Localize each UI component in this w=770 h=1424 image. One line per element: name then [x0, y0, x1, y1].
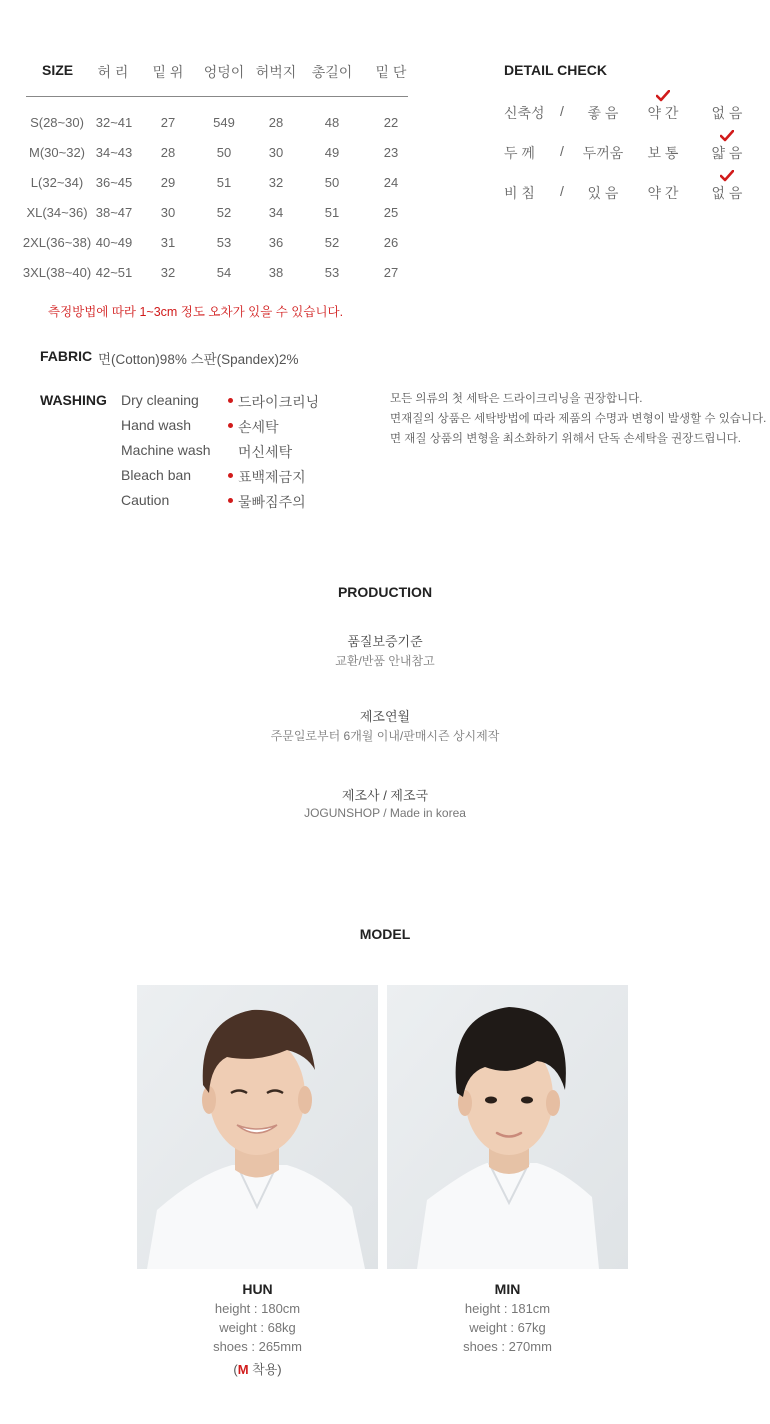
detail-option: 보 통: [647, 145, 679, 161]
detail-label: 신축성: [504, 105, 545, 121]
model-weight: weight : 68kg: [219, 1320, 296, 1335]
size-col-header: 허 리: [97, 64, 129, 80]
size-cell: 36~45: [95, 175, 133, 190]
size-cell: 51: [324, 205, 340, 220]
size-cell: 30: [160, 205, 176, 220]
wash-item-en: Machine wash: [121, 442, 211, 458]
detail-row-stretch: [504, 103, 764, 123]
size-col-header: 허벅지: [255, 64, 297, 80]
wear-close: 착용): [248, 1362, 282, 1377]
detail-option-checked: 얇 음: [711, 145, 743, 161]
size-col-header: 총길이: [311, 64, 353, 80]
size-cell: 38: [268, 265, 284, 280]
size-cell: 30: [268, 145, 284, 160]
model-title: MODEL: [359, 926, 411, 942]
size-cell: 27: [160, 115, 176, 130]
detail-option: 좋 음: [587, 105, 619, 121]
size-col-header: 엉덩이: [203, 64, 245, 80]
model-info-hun: [137, 1281, 378, 1378]
size-cell: 50: [324, 175, 340, 190]
size-cell: 28: [268, 115, 284, 130]
size-cell: 34: [268, 205, 284, 220]
washing-label: WASHING: [40, 392, 107, 408]
wash-item-en: Caution: [121, 492, 170, 508]
production-value: 교환/반품 안내참고: [335, 654, 435, 668]
detail-separator: /: [560, 103, 564, 119]
model-shoes: shoes : 270mm: [463, 1339, 552, 1354]
model-photo-hun: [137, 985, 378, 1269]
wash-item-ko: 손세탁: [238, 419, 279, 435]
production-title: PRODUCTION: [337, 584, 433, 600]
size-table-divider: [26, 96, 408, 97]
size-cell: 28: [160, 145, 176, 160]
size-cell: 23: [383, 145, 399, 160]
wash-marker-dot: [228, 423, 233, 428]
production-value: JOGUNSHOP / Made in korea: [304, 806, 466, 820]
fabric-label: FABRIC: [40, 348, 93, 364]
wash-marker-dot: [228, 398, 233, 403]
size-cell-size: XL(34~36): [26, 205, 88, 220]
size-cell: 53: [216, 235, 232, 250]
wear-size-highlight: M: [237, 1362, 249, 1377]
wash-item-en: Dry cleaning: [121, 392, 199, 408]
model-info-min: [387, 1281, 628, 1354]
detail-label: 비 침: [504, 185, 535, 201]
wash-item-en: Bleach ban: [121, 467, 192, 483]
size-cell-size: 3XL(38~40): [22, 265, 92, 280]
size-cell: 40~49: [95, 235, 133, 250]
size-cell: 549: [213, 115, 235, 130]
size-cell: 27: [383, 265, 399, 280]
production-label: 품질보증기준: [347, 634, 423, 649]
table-row: [22, 265, 422, 283]
wash-item-ko: 머신세탁: [238, 444, 293, 460]
production-label: 제조사 / 제조국: [341, 788, 429, 803]
size-cell: 52: [324, 235, 340, 250]
size-table-header: [26, 62, 416, 80]
washing-note: 면재질의 상품은 세탁방법에 따라 제품의 수명과 변형이 발생할 수 있습니다.: [390, 413, 767, 425]
model-photo-image: [137, 985, 378, 1269]
size-table-title: SIZE: [42, 62, 74, 78]
size-cell: 32: [268, 175, 284, 190]
washing-note: 모든 의류의 첫 세탁은 드라이크리닝을 권장합니다.: [390, 393, 643, 405]
table-row: [22, 175, 422, 193]
size-cell: 38~47: [95, 205, 133, 220]
size-cell: 25: [383, 205, 399, 220]
checkmark-icon: [720, 130, 734, 142]
size-col-header: 밑 단: [375, 64, 407, 80]
size-col-header: 밑 위: [152, 64, 184, 80]
washing-note: 면 재질 상품의 변형을 최소화하기 위해서 단독 손세탁을 권장드립니다.: [390, 433, 741, 445]
checkmark-icon: [720, 170, 734, 182]
size-cell: 48: [324, 115, 340, 130]
model-photo-image: [387, 985, 628, 1269]
size-cell-size: S(28~30): [30, 115, 84, 130]
size-cell: 29: [160, 175, 176, 190]
size-cell: 34~43: [95, 145, 133, 160]
wash-item-en: Hand wash: [121, 417, 192, 433]
detail-option: 있 음: [587, 185, 619, 201]
model-height: height : 180cm: [214, 1301, 301, 1316]
model-height: height : 181cm: [464, 1301, 551, 1316]
size-measurement-note: 측정방법에 따라 1~3cm 정도 오차가 있을 수 있습니다.: [48, 305, 344, 319]
size-cell: 54: [216, 265, 232, 280]
fabric-value: 면(Cotton)98% 스판(Spandex)2%: [98, 352, 299, 367]
table-row: [22, 115, 422, 133]
model-photo-min: [387, 985, 628, 1269]
detail-row-thickness: [504, 143, 764, 163]
size-cell: 42~51: [95, 265, 133, 280]
detail-option: 두꺼움: [582, 145, 624, 161]
size-cell: 32~41: [95, 115, 133, 130]
size-cell: 36: [268, 235, 284, 250]
model-name: HUN: [242, 1281, 273, 1297]
detail-option: 없 음: [711, 105, 743, 121]
size-cell: 24: [383, 175, 399, 190]
size-cell-size: L(32~34): [30, 175, 84, 190]
checkmark-icon: [656, 90, 670, 102]
wash-marker-dot: [228, 473, 233, 478]
size-cell: 50: [216, 145, 232, 160]
detail-check-title: DETAIL CHECK: [504, 62, 607, 78]
size-cell-size: 2XL(36~38): [22, 235, 92, 250]
detail-label: 두 께: [504, 145, 535, 161]
table-row: [22, 205, 422, 223]
wash-item-ko: 표백제금지: [238, 469, 306, 485]
detail-option-checked: 약 간: [647, 105, 679, 121]
production-label: 제조연월: [359, 709, 411, 724]
detail-row-sheerness: [504, 183, 764, 203]
table-row: [22, 235, 422, 253]
model-weight: weight : 67kg: [469, 1320, 546, 1335]
size-cell: 52: [216, 205, 232, 220]
detail-option-checked: 없 음: [711, 185, 743, 201]
size-cell: 32: [160, 265, 176, 280]
size-cell: 53: [324, 265, 340, 280]
model-name: MIN: [494, 1281, 521, 1297]
wash-marker-dot: [228, 498, 233, 503]
model-wearing-size: [137, 1359, 378, 1378]
size-cell: 49: [324, 145, 340, 160]
model-shoes: shoes : 265mm: [213, 1339, 302, 1354]
size-cell: 22: [383, 115, 399, 130]
size-cell-size: M(30~32): [29, 145, 85, 160]
detail-separator: /: [560, 183, 564, 199]
detail-separator: /: [560, 143, 564, 159]
size-cell: 31: [160, 235, 176, 250]
wear-open: (: [233, 1362, 238, 1377]
production-value: 주문일로부터 6개월 이내/판매시즌 상시제작: [270, 729, 500, 743]
detail-option: 약 간: [647, 185, 679, 201]
wash-item-ko: 물빠짐주의: [238, 494, 306, 510]
size-cell: 26: [383, 235, 399, 250]
wash-item-ko: 드라이크리닝: [238, 394, 320, 410]
table-row: [22, 145, 422, 163]
size-cell: 51: [216, 175, 232, 190]
